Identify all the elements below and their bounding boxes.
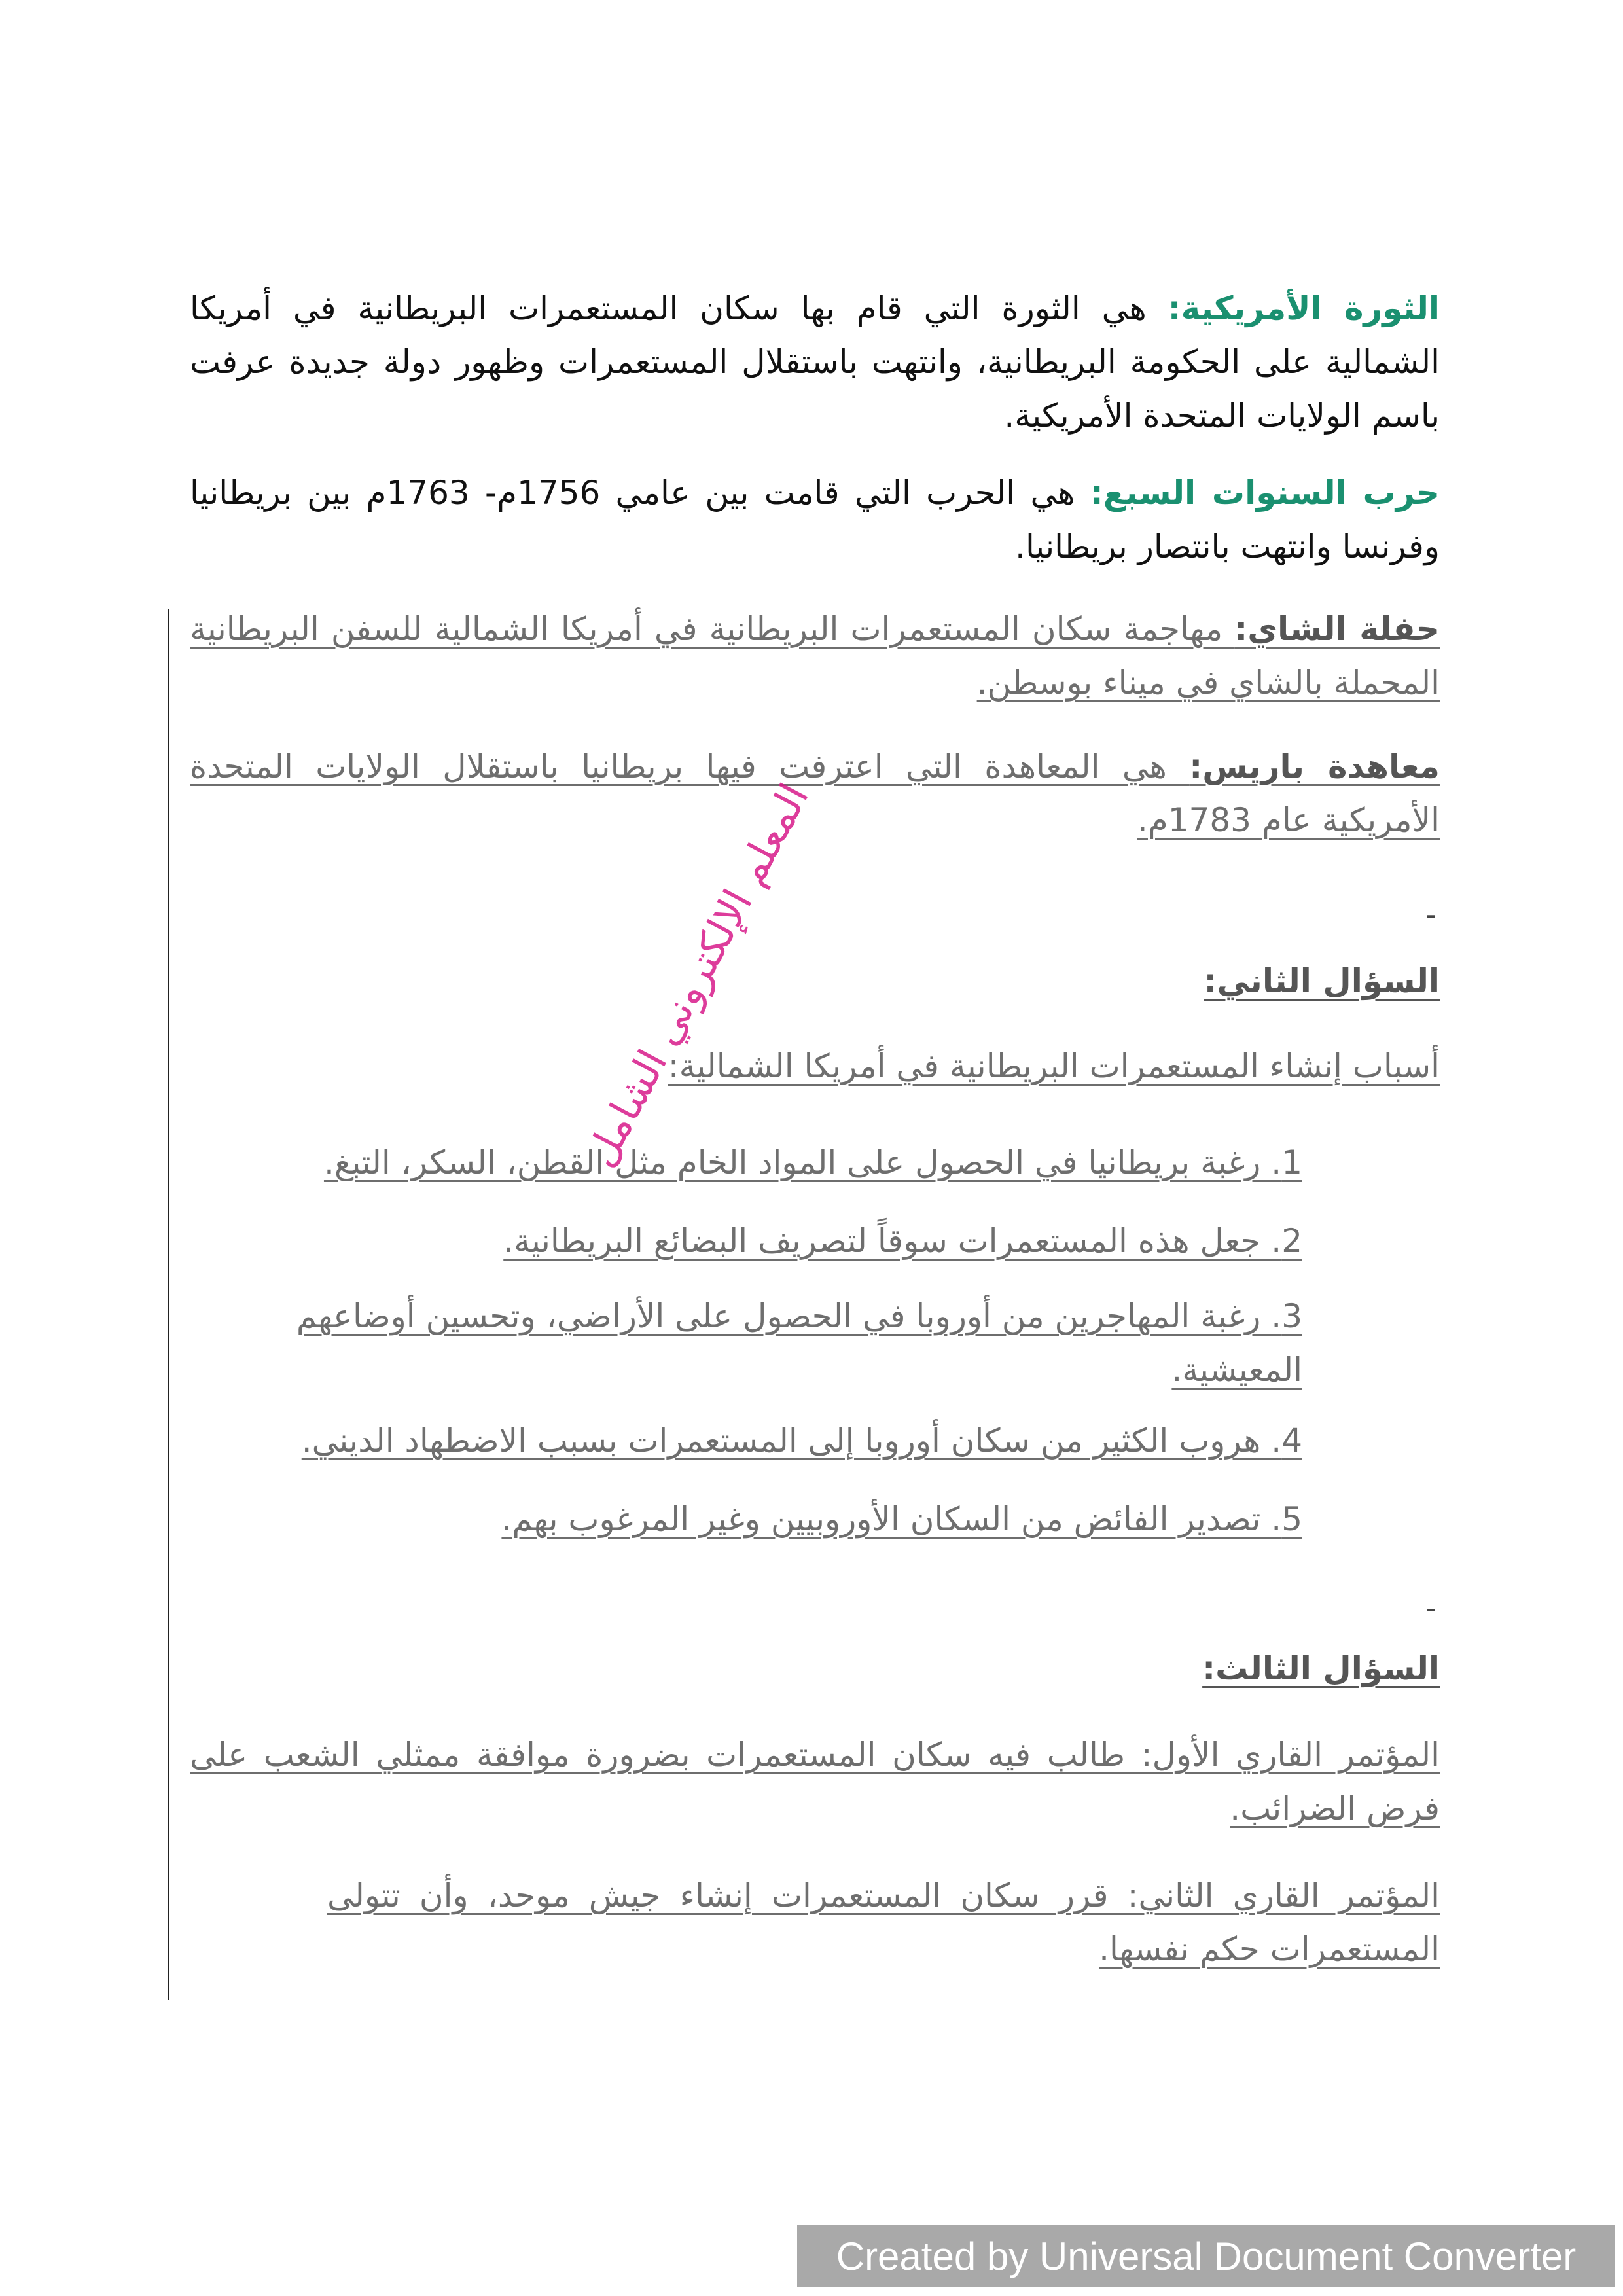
- separator-dash: -: [1425, 897, 1436, 932]
- definition-tea-party: [190, 602, 1440, 709]
- term-american-revolution: الثورة الأمريكية:: [1168, 289, 1440, 327]
- term-tea-party: حفلة الشاي:: [1234, 610, 1440, 648]
- list-item: 4. هروب الكثير من سكان أوروبا إلى المستعمرات بسبب الاضطهاد الديني.: [301, 1422, 1302, 1460]
- definition-treaty-paris: [190, 740, 1440, 847]
- term-treaty-paris: معاهدة باريس:: [1189, 747, 1440, 785]
- question-three-heading: السؤال الثالث:: [1202, 1649, 1440, 1687]
- definition-text: هي الثورة التي قام بها سكان المستعمرات البريطانية في أمريكا الشمالية على الحكومة البريطانية، وانتهت باستقلال المستعمرات وظهور دولة جديدة عرفت باسم الولايات المتحدة الأمريكية.: [190, 289, 1440, 435]
- definition-seven-years-war: [190, 466, 1440, 573]
- definition-text: هي الحرب التي قامت بين عامي 1756م- 1763م بين بريطانيا وفرنسا وانتهت بانتصار بريطانيا.: [190, 474, 1440, 565]
- term-seven-years-war: حرب السنوات السبع:: [1090, 474, 1440, 512]
- list-item: 1. رغبة بريطانيا في الحصول على المواد الخام مثل القطن، السكر، التبغ.: [323, 1143, 1302, 1181]
- list-item: 5. تصدير الفائض من السكان الأوروبيين وغير المرغوب بهم.: [501, 1500, 1302, 1538]
- margin-rule: [168, 609, 169, 2000]
- definition-text: هي المعاهدة التي اعترفت فيها بريطانيا باستقلال الولايات المتحدة الأمريكية عام 1783م.: [190, 747, 1440, 839]
- question-two-heading: السؤال الثاني:: [1204, 962, 1440, 1000]
- list-item: 2. جعل هذه المستعمرات سوقاً لتصريف البضائع البريطانية.: [503, 1222, 1302, 1260]
- separator-dash: -: [1425, 1590, 1436, 1626]
- list-item: 3. رغبة المهاجرين من أوروبا في الحصول على الأراضي، وتحسين أوضاعهم المعيشية.: [296, 1297, 1302, 1389]
- converter-footer-banner: Created by Universal Document Converter: [797, 2225, 1615, 2287]
- definition-text: مهاجمة سكان المستعمرات البريطانية في أمريكا الشمالية للسفن البريطانية المحملة بالشاي في ميناء بوسطن.: [190, 610, 1440, 702]
- second-continental-congress: المؤتمر القاري الثاني: قرر سكان المستعمرات إنشاء جيش موحد، وأن تتولى المستعمرات حكم نفسها.: [327, 1876, 1440, 1968]
- definition-american-revolution: [190, 281, 1440, 442]
- first-continental-congress: المؤتمر القاري الأول: طالب فيه سكان المستعمرات بضرورة موافقة ممثلي الشعب على فرض الضرائب.: [190, 1736, 1440, 1827]
- watermark-text: المعلم الإلكتروني الشامل: [576, 776, 819, 1175]
- question-two-intro: أسباب إنشاء المستعمرات البريطانية في أمريكا الشمالية:: [668, 1047, 1440, 1085]
